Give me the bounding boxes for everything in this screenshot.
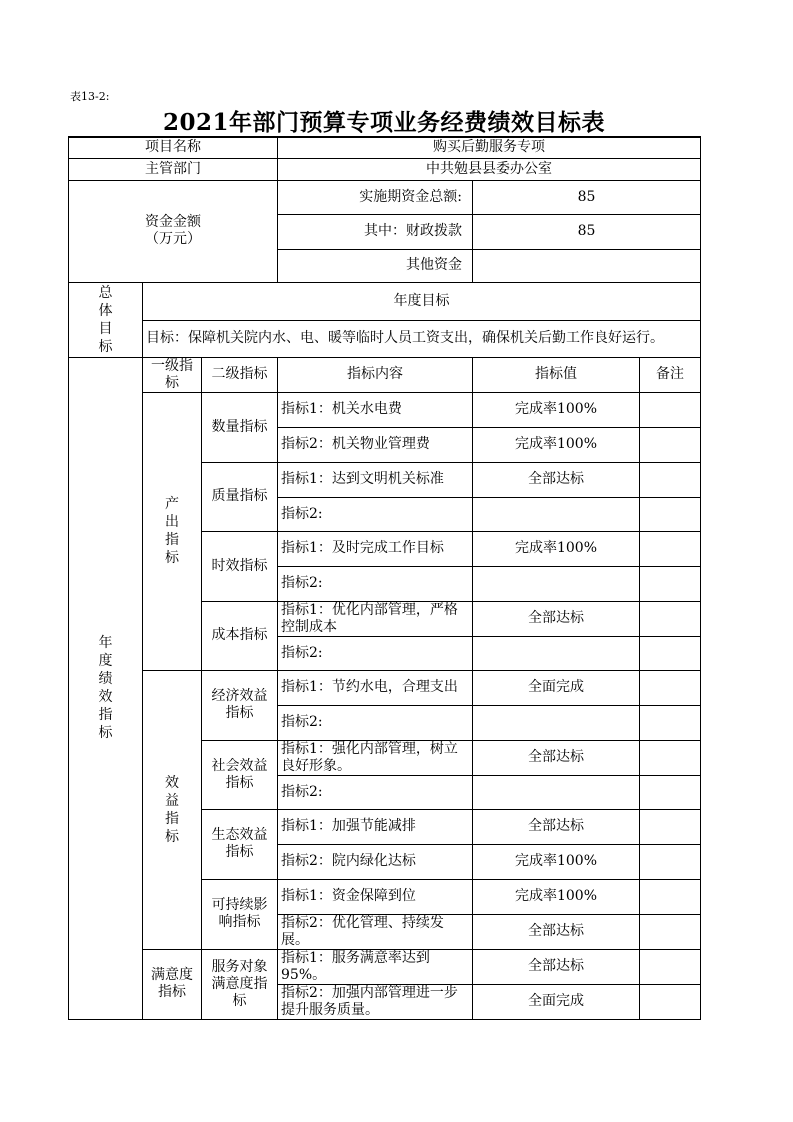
indicator-value: 全部达标: [473, 809, 640, 844]
output-indicators-label-text: 产出指标: [165, 496, 179, 566]
indicator-value: 全部达标: [473, 462, 640, 497]
funds-other-label: 其他资金: [278, 249, 473, 282]
indicator-remark: [640, 740, 701, 775]
indicator-content: 指标1：及时完成工作目标: [278, 531, 473, 566]
annual-target-text: 目标：保障机关院内水、电、暖等临时人员工资支出，确保机关后勤工作良好运行。: [143, 320, 701, 357]
indicator-remark: [640, 497, 701, 531]
table-row: [69, 670, 701, 705]
indicator-value: 全面完成: [473, 984, 640, 1019]
indicator-value: 完成率100%: [473, 844, 640, 879]
indicator-remark: [640, 392, 701, 427]
indicator-value: 完成率100%: [473, 879, 640, 914]
header-level2: 二级指标: [202, 357, 278, 392]
indicator-content: 指标2：优化管理、持续发展。: [278, 914, 473, 949]
funds-fiscal-value: 85: [473, 214, 701, 249]
output-indicators-label: [143, 392, 202, 670]
indicator-remark: [640, 949, 701, 984]
header-content: 指标内容: [278, 357, 473, 392]
funds-fiscal-label: 其中：财政拨款: [278, 214, 473, 249]
indicator-value: 全部达标: [473, 914, 640, 949]
page-title: 2021年部门预算专项业务经费绩效目标表: [162, 109, 605, 136]
indicator-remark: [640, 531, 701, 566]
indicator-value: [473, 775, 640, 809]
indicator-remark: [640, 844, 701, 879]
table-row: [69, 949, 701, 984]
benefit-indicators-label: [143, 670, 202, 949]
service-satisfaction-indicator-label: 服务对象满意度指标: [202, 949, 278, 1019]
annual-target-row: [69, 320, 701, 357]
satisfaction-indicators-label: 满意度指标: [143, 949, 202, 1019]
indicator-value: 完成率100%: [473, 531, 640, 566]
annual-target-header-row: [69, 282, 701, 320]
table-row: [69, 392, 701, 427]
indicator-remark: [640, 636, 701, 670]
indicator-content: 指标1：加强节能减排: [278, 809, 473, 844]
cost-indicator-label: 成本指标: [202, 601, 278, 670]
indicator-header-row: [69, 357, 701, 392]
department-label: 主管部门: [69, 158, 278, 180]
indicator-remark: [640, 879, 701, 914]
sustainable-indicator-label: 可持续影响指标: [202, 879, 278, 949]
indicator-content: 指标1：资金保障到位: [278, 879, 473, 914]
annual-target-label: 年度目标: [143, 282, 701, 320]
indicator-content: 指标2:: [278, 775, 473, 809]
economic-indicator-label: 经济效益指标: [202, 670, 278, 740]
department-value: 中共勉县县委办公室: [278, 158, 701, 180]
funds-total-label: 实施期资金总额:: [278, 180, 473, 214]
funds-total-value: 85: [473, 180, 701, 214]
indicator-remark: [640, 427, 701, 462]
social-indicator-label: 社会效益指标: [202, 740, 278, 809]
table-number: 表13-2:: [70, 90, 110, 103]
header-level1: 一级指标: [143, 357, 202, 392]
funds-total-row: [69, 180, 701, 214]
indicator-content: 指标2:: [278, 566, 473, 601]
timeliness-indicator-label: 时效指标: [202, 531, 278, 601]
indicator-remark: [640, 809, 701, 844]
indicator-content: 指标2:: [278, 636, 473, 670]
project-name-row: [69, 137, 701, 158]
project-name-label: 项目名称: [69, 137, 278, 158]
benefit-indicators-label-text: 效益指标: [165, 774, 179, 845]
indicator-content: 指标1：达到文明机关标准: [278, 462, 473, 497]
indicator-content: 指标2：机关物业管理费: [278, 427, 473, 462]
indicator-content: 指标2：院内绿化达标: [278, 844, 473, 879]
project-name-value: 购买后勤服务专项: [278, 137, 701, 158]
overall-target-label: [69, 282, 143, 357]
funds-label: [69, 180, 278, 282]
indicator-remark: [640, 601, 701, 636]
indicator-value: 完成率100%: [473, 392, 640, 427]
indicator-content: 指标2:: [278, 497, 473, 531]
indicator-content: 指标2:: [278, 705, 473, 740]
indicator-remark: [640, 566, 701, 601]
funds-label-line1: 资金金额: [145, 214, 201, 230]
indicator-value: [473, 705, 640, 740]
quantity-indicator-label: 数量指标: [202, 392, 278, 462]
indicator-value: 全部达标: [473, 740, 640, 775]
header-remark: 备注: [640, 357, 701, 392]
indicator-remark: [640, 462, 701, 497]
indicator-value: [473, 566, 640, 601]
indicator-remark: [640, 984, 701, 1019]
indicator-content: 指标2：加强内部管理进一步提升服务质量。: [278, 984, 473, 1019]
indicator-content: 指标1：机关水电费: [278, 392, 473, 427]
indicator-content: 指标1：强化内部管理，树立良好形象。: [278, 740, 473, 775]
quality-indicator-label: 质量指标: [202, 462, 278, 531]
department-row: [69, 158, 701, 180]
annual-indicators-label-text: 年度绩效指标: [98, 635, 113, 741]
indicator-value: 全面完成: [473, 670, 640, 705]
indicator-content: 指标1：服务满意率达到95%。: [278, 949, 473, 984]
indicator-value: 全部达标: [473, 949, 640, 984]
indicator-value: 完成率100%: [473, 427, 640, 462]
ecological-indicator-label: 生态效益指标: [202, 809, 278, 879]
annual-indicators-label: [69, 357, 143, 1019]
indicator-value: 全部达标: [473, 601, 640, 636]
header-value: 指标值: [473, 357, 640, 392]
indicator-remark: [640, 705, 701, 740]
indicator-remark: [640, 670, 701, 705]
indicator-content: 指标1：优化内部管理，严格控制成本: [278, 601, 473, 636]
overall-target-label-text: 总体目标: [98, 284, 113, 355]
indicator-content: 指标1：节约水电，合理支出: [278, 670, 473, 705]
indicator-remark: [640, 914, 701, 949]
performance-target-table: [68, 136, 701, 1020]
funds-other-value: [473, 249, 701, 282]
indicator-value: [473, 497, 640, 531]
indicator-value: [473, 636, 640, 670]
funds-label-line2: （万元）: [145, 231, 201, 247]
indicator-remark: [640, 775, 701, 809]
